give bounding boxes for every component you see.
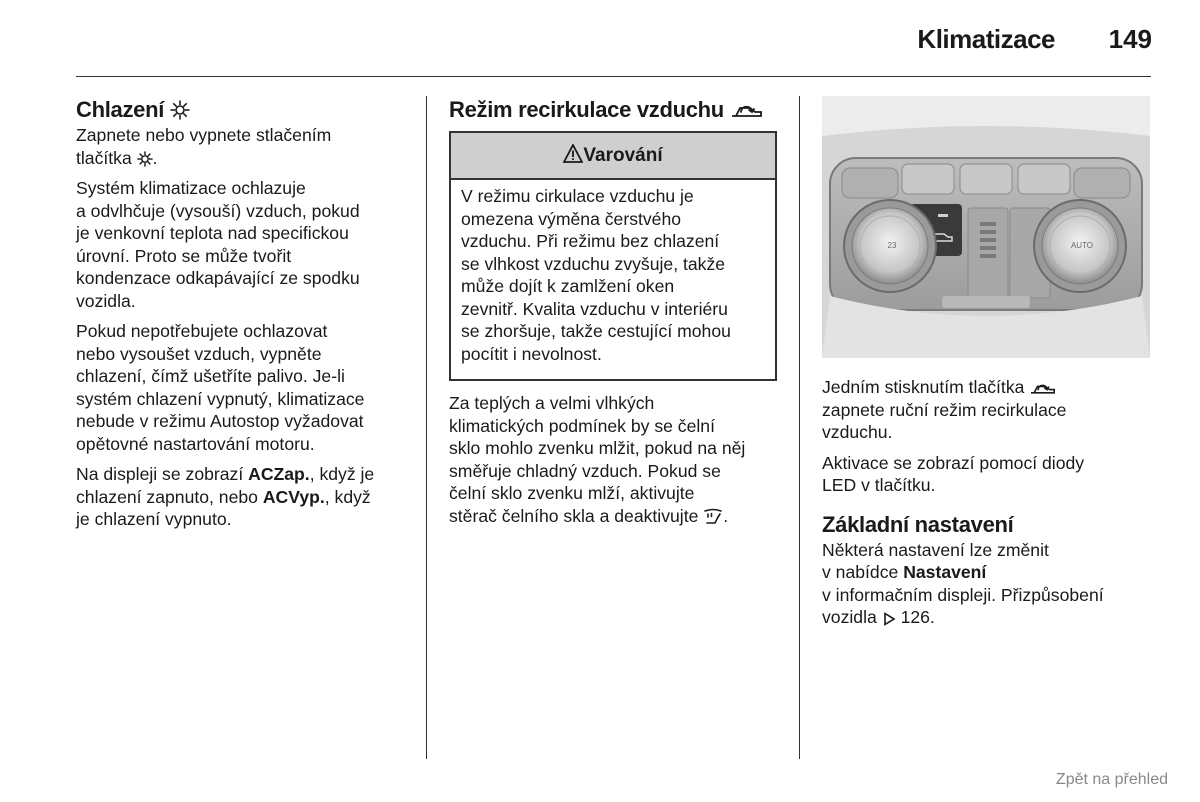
paragraph [449, 392, 784, 527]
text-line: nebo vysoušet vzduch, vypněte [76, 343, 322, 364]
menu-name-settings: Nastavení [903, 562, 987, 582]
text-line: Za teplých a velmi vlhkých [449, 393, 655, 413]
display-label-ac-off: ACVyp. [262, 486, 325, 507]
recirculation-heading-text: Režim recirkulace vzduchu [449, 97, 724, 122]
text-line: chlazení, čímž ušetříte palivo. Je-li [76, 366, 345, 386]
text-fragment: v nabídce [822, 562, 904, 582]
paragraph [822, 452, 1152, 497]
paragraph [76, 320, 416, 455]
page-header-title: Klimatizace [917, 24, 1055, 54]
text-line [822, 376, 1152, 399]
page-number: 149 [1108, 24, 1152, 54]
text-line: vzduchu. [822, 422, 893, 442]
text-line: stěrač čelního skla a deaktivujte . [449, 505, 729, 526]
warning-box [449, 131, 777, 381]
recirculation-icon [1029, 380, 1057, 396]
text-line: úrovní. Proto se může tvořit [76, 245, 292, 266]
paragraph [76, 463, 416, 531]
snowflake-icon [137, 151, 153, 167]
column-recirculation-body [449, 392, 784, 535]
page-reference-link[interactable]: 126. [900, 607, 935, 627]
text-fragment: Na displeji se zobrazí [76, 464, 249, 484]
paragraph [76, 177, 416, 312]
text-line: opětovné nastartování motoru. [76, 433, 315, 454]
text-line: kondenzace odkapávající ze spodku [76, 268, 360, 288]
warning-body [451, 180, 775, 365]
text-line: se zhoršuje, takže cestující mohou [461, 321, 731, 341]
section-heading-basic-settings: Základní nastavení [822, 511, 1014, 537]
snowflake-icon [170, 100, 190, 120]
text-fragment: stěrač čelního skla a deaktivujte [449, 505, 699, 526]
header-divider [76, 76, 1151, 77]
column-divider-2 [799, 96, 800, 759]
warning-header [451, 133, 775, 180]
climate-panel-photo [822, 96, 1150, 358]
text-line: čelní sklo zvenku mlží, aktivujte [449, 483, 695, 503]
text-line: Některá nastavení lze změnit [822, 539, 1049, 560]
text-line: omezena výměna čerstvého [461, 208, 682, 229]
column-divider-1 [426, 96, 427, 759]
warning-triangle-icon [563, 144, 583, 163]
text-line: V režimu cirkulace vzduchu je [461, 186, 694, 206]
text-line: a odvlhčuje (vysouší) vzduch, pokud [76, 200, 360, 221]
text-line: sklo mohlo zvenku mlžit, pokud na něj [449, 438, 746, 458]
column-recirculation [449, 96, 779, 124]
column-cooling [76, 96, 416, 539]
text-line: zevnitř. Kvalita vzduchu v interiéru [461, 298, 728, 319]
text-line: systém chlazení vypnutý, klimatizace [76, 388, 365, 409]
text-line: Systém klimatizace ochlazuje [76, 178, 306, 198]
text-line: se vlhkost vzduchu zvyšuje, takže [461, 253, 726, 274]
section-heading-recirculation [449, 96, 779, 124]
paragraph [822, 376, 1152, 444]
text-line: vzduchu. Při režimu bez chlazení [461, 231, 720, 251]
windshield-icon [703, 507, 723, 525]
text-fragment: , když je [309, 464, 375, 484]
text-line [76, 486, 416, 509]
text-line: směřuje chladný vzduch. Pokud se [449, 460, 721, 481]
text-line: Aktivace se zobrazí pomocí diody [822, 452, 1085, 473]
text-line [76, 463, 416, 486]
warning-title: Varování [583, 145, 663, 166]
page-reference-arrow-icon[interactable] [882, 612, 896, 626]
text-fragment: tlačítka [76, 147, 132, 168]
text-line: zapnete ruční režim recirkulace [822, 399, 1067, 420]
text-line: tlačítka . [76, 147, 158, 168]
text-line: je chlazení vypnuto. [76, 509, 232, 529]
text-fragment: chlazení zapnuto, nebo [76, 486, 263, 507]
text-line: LED v tlačítku. [822, 475, 936, 495]
photo-left-knob-label: 23 [887, 241, 897, 250]
display-label-ac-on: ACZap. [248, 464, 310, 484]
recirculation-icon [730, 100, 764, 120]
text-line: je venkovní teplota nad specifickou [76, 223, 349, 243]
paragraph [76, 124, 416, 169]
text-line: může dojít k zamlžení oken [461, 276, 675, 296]
text-line: vozidla. [76, 290, 136, 311]
text-line: v informačním displeji. Přizpůsobení [822, 584, 1104, 605]
text-line: Pokud nepotřebujete ochlazovat [76, 321, 328, 341]
text-line: pocítit i nevolnost. [461, 343, 602, 364]
column-settings [822, 376, 1152, 637]
text-line: nebude v režimu Autostop vyžadovat [76, 411, 364, 431]
photo-right-knob-label: AUTO [1070, 241, 1094, 250]
text-line [822, 606, 1152, 629]
section-heading-cooling [76, 96, 416, 124]
paragraph [822, 539, 1152, 629]
text-line: klimatických podmínek by se čelní [449, 415, 715, 436]
text-line [822, 561, 1152, 584]
back-to-overview-link[interactable]: Zpět na přehled [1055, 771, 1168, 788]
text-fragment: Jedním stisknutím tlačítka [822, 377, 1025, 397]
text-line: Zapnete nebo vypnete stlačením [76, 125, 332, 145]
cooling-heading-text: Chlazení [76, 97, 165, 122]
text-fragment: vozidla [822, 607, 877, 627]
text-fragment: , když [324, 486, 371, 507]
